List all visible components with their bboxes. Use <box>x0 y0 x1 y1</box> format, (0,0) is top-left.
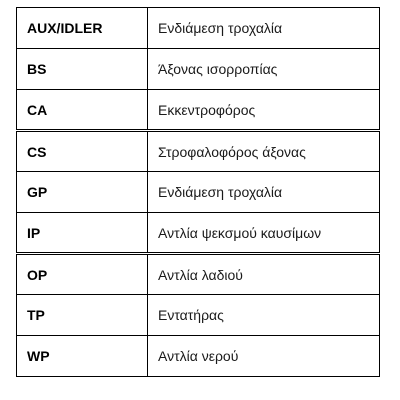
code-cell: AUX/IDLER <box>17 8 148 49</box>
table-row <box>17 172 380 213</box>
meaning-cell: Εντατήρας <box>148 295 380 336</box>
meaning-cell: Άξονας ισορροπίας <box>148 49 380 90</box>
code-cell: OP <box>17 254 148 295</box>
code-cell: WP <box>17 336 148 377</box>
table-row <box>17 131 380 172</box>
table-row <box>17 90 380 131</box>
table-row <box>17 254 380 295</box>
meaning-cell: Αντλία ψεκσμού καυσίμων <box>148 213 380 254</box>
meaning-cell: Ενδιάμεση τροχαλία <box>148 172 380 213</box>
code-cell: CA <box>17 90 148 131</box>
table-row <box>17 295 380 336</box>
table-row <box>17 336 380 377</box>
code-cell: TP <box>17 295 148 336</box>
meaning-cell: Αντλία νερού <box>148 336 380 377</box>
meaning-cell: Ενδιάμεση τροχαλία <box>148 8 380 49</box>
code-cell: BS <box>17 49 148 90</box>
code-cell: GP <box>17 172 148 213</box>
table-row <box>17 213 380 254</box>
abbreviation-table <box>16 7 380 377</box>
code-cell: IP <box>17 213 148 254</box>
meaning-cell: Στροφαλοφόρος άξονας <box>148 131 380 172</box>
meaning-cell: Αντλία λαδιού <box>148 254 380 295</box>
meaning-cell: Εκκεντροφόρος <box>148 90 380 131</box>
table-row <box>17 8 380 49</box>
table-row <box>17 49 380 90</box>
code-cell: CS <box>17 131 148 172</box>
